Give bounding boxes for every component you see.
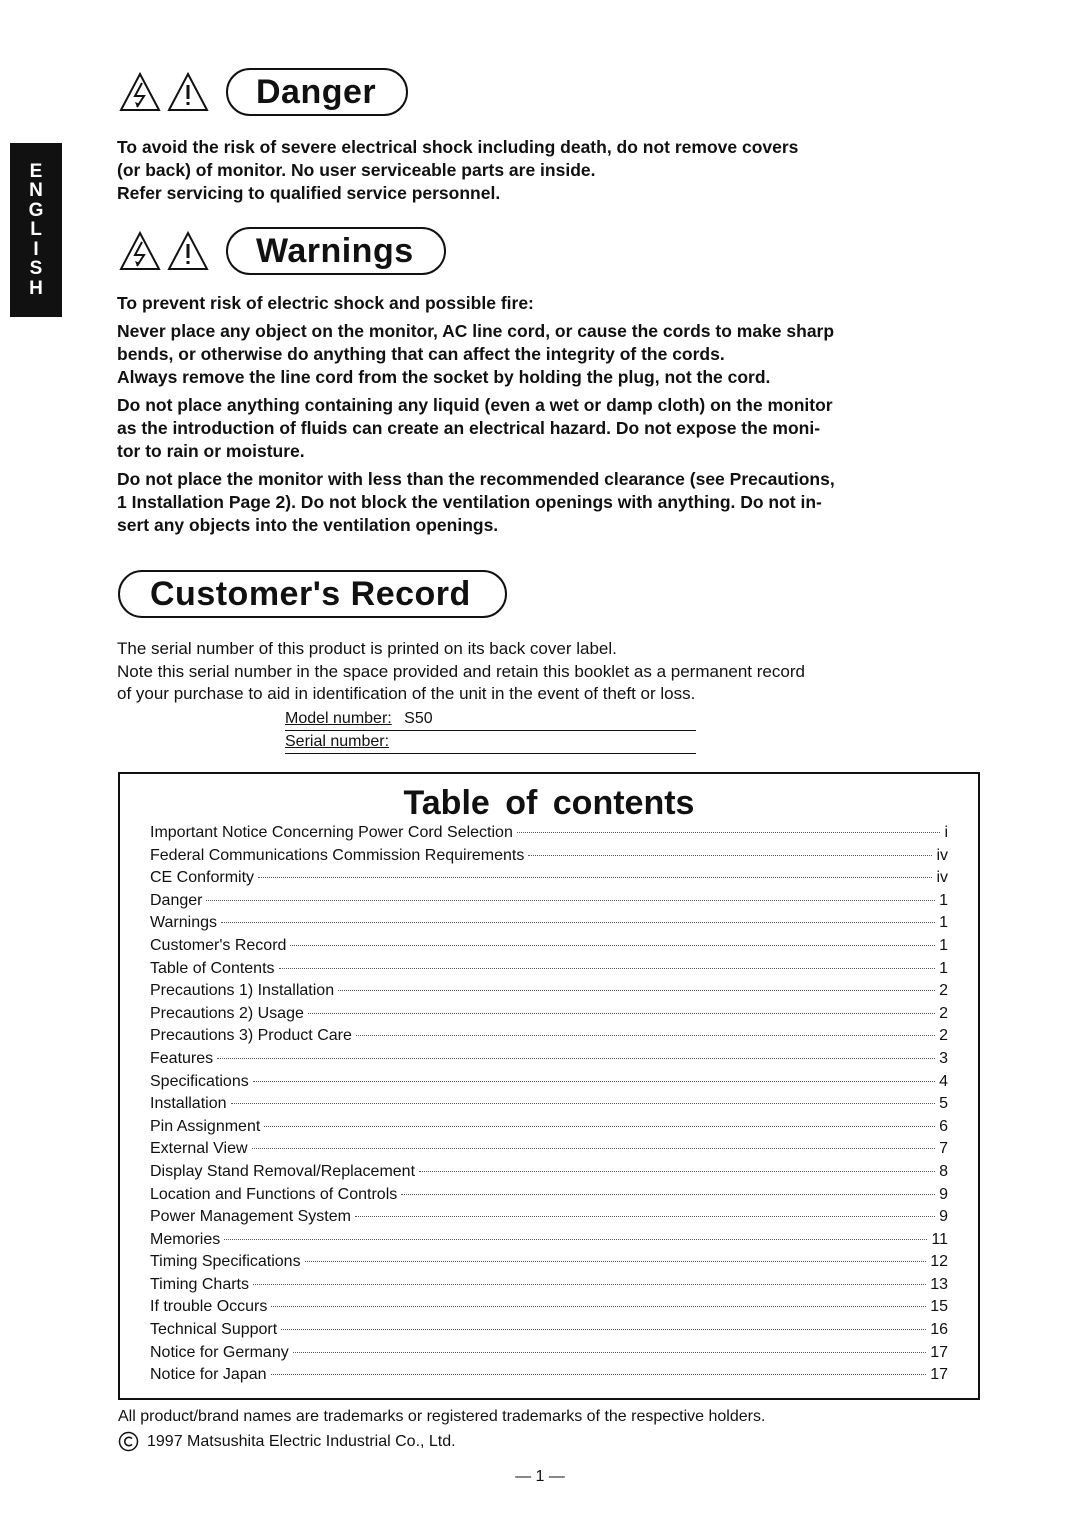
toc-entry-title: Precautions 1) Installation (150, 982, 335, 1000)
toc-row (150, 1050, 948, 1073)
record-heading (118, 570, 507, 618)
toc-row (150, 1253, 948, 1276)
toc-leader-dots (231, 1103, 936, 1104)
tab-letter: N (29, 180, 43, 202)
warnings-line: tor to rain or moisture. (117, 441, 305, 461)
warnings-line: Never place any object on the monitor, AC line cord, or cause the cords to make sharp (117, 321, 835, 341)
record-title: Customer's Record (118, 570, 507, 618)
toc-entry-title: Display Stand Removal/Replacement (150, 1162, 416, 1180)
toc-row (150, 1140, 948, 1163)
toc-entry-title: Pin Assignment (150, 1117, 261, 1135)
toc-title: Table of contents (403, 784, 695, 822)
danger-heading (118, 68, 408, 116)
toc-row (150, 1276, 948, 1299)
toc-entry-title: Federal Communications Commission Requirements (150, 846, 525, 864)
caution-icon (166, 230, 210, 272)
warnings-line: bends, or otherwise do anything that can affect the integrity of the cords. (117, 344, 725, 364)
toc-row (150, 1073, 948, 1096)
toc-leader-dots (308, 1013, 935, 1014)
toc-entry-page: 2 (939, 1027, 948, 1045)
toc-row (150, 914, 948, 937)
page-number: — 1 — (515, 1468, 565, 1485)
toc-entry-page: 9 (939, 1208, 948, 1226)
warnings-text (117, 292, 982, 537)
toc-leader-dots (305, 1261, 927, 1262)
toc-entry-title: Location and Functions of Controls (150, 1185, 398, 1203)
toc-row (150, 1344, 948, 1367)
table-of-contents (118, 772, 980, 1400)
toc-row (150, 1321, 948, 1344)
warnings-line: Always remove the line cord from the socket by holding the plug, not the cord. (117, 367, 771, 387)
warnings-heading (118, 227, 446, 275)
toc-leader-dots (293, 1352, 926, 1353)
toc-leader-dots (338, 990, 935, 991)
model-number-field (285, 708, 696, 731)
toc-entry-page: 7 (939, 1140, 948, 1158)
warnings-line: Do not place the monitor with less than the recommended clearance (see Precautions, (117, 469, 835, 489)
toc-entry-page: 4 (939, 1072, 948, 1090)
toc-entry-page: 13 (930, 1275, 948, 1293)
toc-entry-title: External View (150, 1140, 248, 1158)
copyright-icon (118, 1431, 139, 1452)
copyright-text: 1997 Matsushita Electric Industrial Co., Ltd. (147, 1432, 456, 1450)
toc-entry-page: 17 (930, 1366, 948, 1384)
toc-entry-page: iv (936, 869, 948, 887)
trademark-notice: All product/brand names are trademarks or registered trademarks of the respective holders. (118, 1408, 766, 1425)
toc-entry-title: Notice for Germany (150, 1343, 289, 1361)
toc-entry-title: Features (150, 1049, 214, 1067)
copyright-line (118, 1431, 998, 1457)
toc-entry-page: 2 (939, 982, 948, 1000)
toc-entry-page: 5 (939, 1095, 948, 1113)
caution-icon (166, 71, 210, 113)
record-text (117, 638, 982, 706)
toc-row (150, 824, 948, 847)
toc-entry-page: 3 (939, 1049, 948, 1067)
toc-row (150, 1005, 948, 1028)
toc-entry-title: Technical Support (150, 1321, 278, 1339)
serial-number-label: Serial number: (285, 733, 390, 750)
toc-leader-dots (271, 1306, 926, 1307)
danger-line: Refer servicing to qualified service personnel. (117, 183, 501, 203)
toc-entry-title: Danger (150, 891, 203, 909)
toc-leader-dots (279, 968, 936, 969)
model-number-label: Model number: (285, 710, 392, 727)
toc-entry-title: Memories (150, 1230, 221, 1248)
toc-row (150, 1095, 948, 1118)
toc-entry-title: Table of Contents (150, 959, 275, 977)
warnings-line: Do not place anything containing any liquid (even a wet or damp cloth) on the monitor (117, 395, 833, 415)
toc-row (150, 1366, 948, 1389)
toc-leader-dots (258, 877, 932, 878)
warnings-title: Warnings (226, 227, 446, 275)
toc-entry-title: Power Management System (150, 1208, 351, 1226)
danger-title: Danger (226, 68, 408, 116)
model-number-value: S50 (404, 710, 433, 727)
serial-number-field (285, 731, 696, 754)
toc-entry-title: If trouble Occurs (150, 1298, 268, 1316)
toc-row (150, 892, 948, 915)
toc-row (150, 982, 948, 1005)
toc-entry-title: Notice for Japan (150, 1366, 267, 1384)
toc-entry-title: Timing Specifications (150, 1253, 301, 1271)
toc-entry-title: Timing Charts (150, 1275, 249, 1293)
toc-entry-page: 17 (930, 1343, 948, 1361)
toc-entry-page: 15 (930, 1298, 948, 1316)
toc-entry-page: 12 (930, 1253, 948, 1271)
toc-leader-dots (253, 1081, 935, 1082)
toc-leader-dots (224, 1239, 927, 1240)
toc-entry-page: 1 (939, 936, 948, 954)
toc-entry-page: 16 (930, 1321, 948, 1339)
danger-text (117, 136, 982, 205)
danger-line: To avoid the risk of severe electrical shock including death, do not remove covers (117, 137, 799, 157)
tab-letter: H (29, 277, 43, 299)
toc-leader-dots (528, 855, 932, 856)
toc-entry-page: 9 (939, 1185, 948, 1203)
toc-row (150, 1027, 948, 1050)
toc-entry-title: Important Notice Concerning Power Cord Selection (150, 824, 513, 841)
toc-leader-dots (517, 832, 941, 833)
warnings-intro: To prevent risk of electric shock and possible fire: (117, 293, 534, 313)
toc-leader-dots (264, 1126, 935, 1127)
toc-entry-title: Warnings (150, 914, 217, 932)
toc-entry-page: 8 (939, 1162, 948, 1180)
tab-letter: I (33, 238, 39, 260)
toc-entry-page: 2 (939, 1004, 948, 1022)
toc-entry-page: 1 (939, 914, 948, 932)
tab-letter: G (28, 199, 44, 221)
toc-row (150, 960, 948, 983)
danger-line: (or back) of monitor. No user serviceable parts are inside. (117, 160, 596, 180)
warnings-line: sert any objects into the ventilation openings. (117, 515, 499, 535)
toc-row (150, 1186, 948, 1209)
toc-entry-title: Specifications (150, 1072, 249, 1090)
electric-shock-warning-icon (118, 230, 162, 272)
toc-leader-dots (356, 1035, 935, 1036)
toc-entry-page: 1 (939, 891, 948, 909)
toc-row (150, 847, 948, 870)
toc-leader-dots (253, 1284, 926, 1285)
warnings-line: 1 Installation Page 2). Do not block the ventilation openings with anything. Do not in- (117, 492, 822, 512)
electric-shock-warning-icon (118, 71, 162, 113)
toc-row (150, 1298, 948, 1321)
toc-leader-dots (419, 1171, 935, 1172)
toc-row (150, 937, 948, 960)
toc-entry-title: Installation (150, 1095, 227, 1113)
toc-row (150, 1208, 948, 1231)
toc-leader-dots (206, 900, 935, 901)
language-tab (10, 143, 62, 317)
toc-leader-dots (401, 1194, 935, 1195)
tab-letter: S (29, 258, 43, 280)
toc-entry-title: CE Conformity (150, 869, 255, 887)
toc-leader-dots (281, 1329, 926, 1330)
record-line: of your purchase to aid in identification of the unit in the event of theft or loss. (117, 684, 696, 703)
toc-row (150, 1231, 948, 1254)
toc-entry-page: i (944, 824, 948, 841)
toc-leader-dots (221, 922, 935, 923)
tab-letter: L (30, 219, 42, 241)
toc-entry-page: 11 (931, 1230, 948, 1248)
toc-leader-dots (252, 1148, 936, 1149)
toc-entry-page: 6 (939, 1117, 948, 1135)
toc-entry-page: iv (936, 846, 948, 864)
toc-entry-title: Precautions 3) Product Care (150, 1027, 352, 1045)
toc-leader-dots (355, 1216, 935, 1217)
toc-leader-dots (217, 1058, 935, 1059)
toc-leader-dots (290, 945, 935, 946)
toc-entry-page: 1 (939, 959, 948, 977)
tab-letter: E (29, 160, 43, 182)
toc-row (150, 869, 948, 892)
toc-entry-title: Customer's Record (150, 936, 287, 954)
toc-leader-dots (271, 1374, 927, 1375)
record-line: The serial number of this product is printed on its back cover label. (117, 639, 617, 658)
warnings-line: as the introduction of fluids can create an electrical hazard. Do not expose the moni- (117, 418, 821, 438)
toc-row (150, 1163, 948, 1186)
toc-row (150, 1118, 948, 1141)
toc-entry-title: Precautions 2) Usage (150, 1004, 304, 1022)
record-line: Note this serial number in the space provided and retain this booklet as a permanent record (117, 661, 805, 681)
toc-list (150, 824, 948, 1389)
